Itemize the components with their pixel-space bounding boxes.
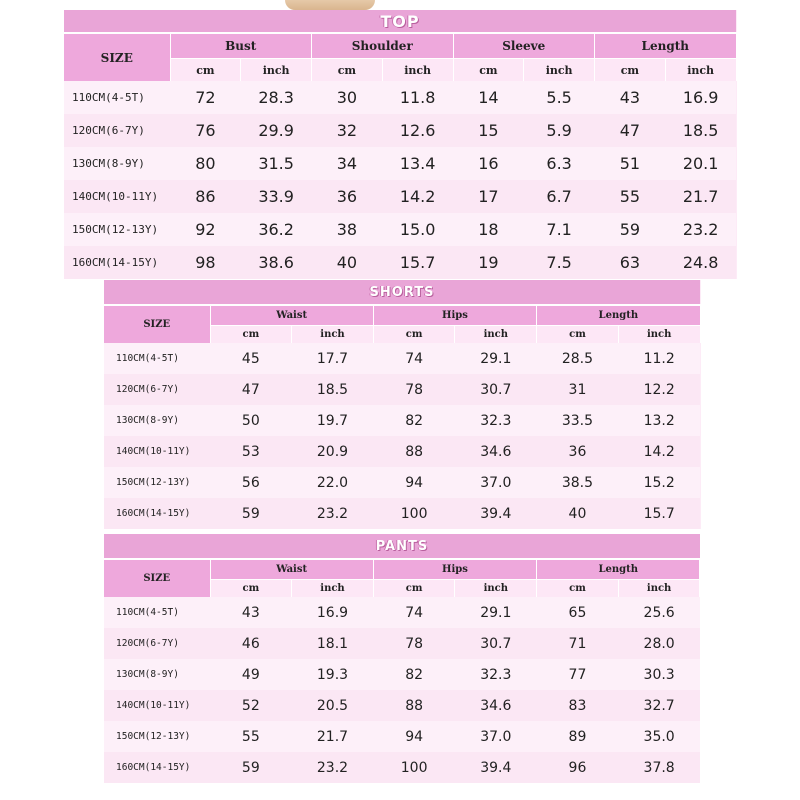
unit-header: inch: [455, 580, 537, 598]
measurement-cell: 59: [210, 752, 292, 783]
measurement-cell: 72: [170, 81, 241, 114]
table-row: [64, 180, 736, 213]
measurement-cell: 18.5: [665, 114, 736, 147]
unit-header: cm: [210, 326, 292, 344]
table-row: [104, 628, 700, 659]
size-cell: 130CM(8-9Y): [104, 405, 210, 436]
measurement-cell: 5.5: [524, 81, 595, 114]
hips-header: Hips: [373, 305, 536, 326]
unit-header: cm: [210, 580, 292, 598]
unit-header: inch: [524, 59, 595, 82]
unit-header: inch: [292, 326, 374, 344]
measurement-cell: 96: [537, 752, 619, 783]
measurement-cell: 82: [373, 659, 455, 690]
measurement-cell: 11.8: [382, 81, 453, 114]
measurement-cell: 38.5: [537, 467, 619, 498]
measurement-cell: 43: [210, 597, 292, 628]
measurement-cell: 13.4: [382, 147, 453, 180]
size-cell: 130CM(8-9Y): [64, 147, 170, 180]
measurement-cell: 18.5: [292, 374, 374, 405]
unit-header: cm: [373, 326, 455, 344]
measurement-cell: 14.2: [618, 436, 700, 467]
measurement-cell: 36: [537, 436, 619, 467]
size-header: SIZE: [104, 305, 210, 343]
measurement-cell: 38.6: [241, 246, 312, 279]
measurement-cell: 15: [453, 114, 524, 147]
measurement-cell: 50: [210, 405, 292, 436]
measurement-cell: 29.9: [241, 114, 312, 147]
table-row: [104, 721, 700, 752]
measurement-cell: 7.5: [524, 246, 595, 279]
measurement-cell: 31: [537, 374, 619, 405]
table-row: [64, 81, 736, 114]
size-cell: 140CM(10-11Y): [64, 180, 170, 213]
size-cell: 130CM(8-9Y): [104, 659, 210, 690]
measurement-cell: 37.0: [455, 721, 537, 752]
measurement-cell: 21.7: [665, 180, 736, 213]
measurement-cell: 65: [537, 597, 619, 628]
measurement-cell: 80: [170, 147, 241, 180]
unit-header: inch: [618, 580, 700, 598]
measurement-cell: 45: [210, 343, 292, 374]
measurement-cell: 21.7: [292, 721, 374, 752]
measurement-cell: 37.0: [455, 467, 537, 498]
measurement-cell: 22.0: [292, 467, 374, 498]
measurement-cell: 63: [595, 246, 666, 279]
size-cell: 120CM(6-7Y): [104, 628, 210, 659]
measurement-cell: 94: [373, 467, 455, 498]
length-header: Length: [595, 33, 737, 59]
measurement-cell: 78: [373, 374, 455, 405]
measurement-cell: 34.6: [455, 690, 537, 721]
table-row: [64, 147, 736, 180]
measurement-cell: 13.2: [618, 405, 700, 436]
measurement-cell: 46: [210, 628, 292, 659]
measurement-cell: 15.7: [618, 498, 700, 529]
measurement-cell: 16.9: [292, 597, 374, 628]
measurement-cell: 25.6: [618, 597, 700, 628]
hips-header: Hips: [373, 559, 536, 580]
measurement-cell: 5.9: [524, 114, 595, 147]
measurement-cell: 82: [373, 405, 455, 436]
measurement-cell: 18: [453, 213, 524, 246]
measurement-cell: 53: [210, 436, 292, 467]
sleeve-header: Sleeve: [453, 33, 595, 59]
table-row: [104, 752, 700, 783]
size-cell: 150CM(12-13Y): [104, 467, 210, 498]
measurement-cell: 43: [595, 81, 666, 114]
size-cell: 110CM(4-5T): [104, 343, 210, 374]
measurement-cell: 19.7: [292, 405, 374, 436]
table-row: [64, 213, 736, 246]
size-cell: 150CM(12-13Y): [64, 213, 170, 246]
waist-header: Waist: [210, 559, 373, 580]
measurement-cell: 59: [595, 213, 666, 246]
length-header: Length: [537, 559, 700, 580]
unit-header: cm: [373, 580, 455, 598]
measurement-cell: 98: [170, 246, 241, 279]
measurement-cell: 100: [373, 498, 455, 529]
measurement-cell: 28.3: [241, 81, 312, 114]
size-header: SIZE: [104, 559, 210, 597]
shorts-size-table: [104, 280, 701, 529]
measurement-cell: 15.2: [618, 467, 700, 498]
length-header: Length: [537, 305, 700, 326]
measurement-cell: 71: [537, 628, 619, 659]
shoulder-header: Shoulder: [312, 33, 454, 59]
measurement-cell: 23.2: [665, 213, 736, 246]
measurement-cell: 14: [453, 81, 524, 114]
measurement-cell: 56: [210, 467, 292, 498]
measurement-cell: 33.5: [537, 405, 619, 436]
measurement-cell: 20.5: [292, 690, 374, 721]
measurement-cell: 52: [210, 690, 292, 721]
size-cell: 110CM(4-5T): [104, 597, 210, 628]
measurement-cell: 20.1: [665, 147, 736, 180]
table-row: [104, 374, 700, 405]
table-row: [104, 436, 700, 467]
measurement-cell: 32.7: [618, 690, 700, 721]
measurement-cell: 39.4: [455, 498, 537, 529]
measurement-cell: 88: [373, 436, 455, 467]
measurement-cell: 86: [170, 180, 241, 213]
measurement-cell: 30.3: [618, 659, 700, 690]
table-row: [104, 405, 700, 436]
unit-header: inch: [241, 59, 312, 82]
unit-header: inch: [382, 59, 453, 82]
waist-header: Waist: [210, 305, 373, 326]
measurement-cell: 78: [373, 628, 455, 659]
measurement-cell: 29.1: [455, 597, 537, 628]
measurement-cell: 15.0: [382, 213, 453, 246]
measurement-cell: 6.7: [524, 180, 595, 213]
table-row: [104, 498, 700, 529]
size-cell: 160CM(14-15Y): [104, 498, 210, 529]
measurement-cell: 28.5: [537, 343, 619, 374]
measurement-cell: 17: [453, 180, 524, 213]
shorts-title: SHORTS: [104, 280, 700, 305]
measurement-cell: 35.0: [618, 721, 700, 752]
bust-header: Bust: [170, 33, 312, 59]
measurement-cell: 40: [312, 246, 383, 279]
measurement-cell: 31.5: [241, 147, 312, 180]
measurement-cell: 6.3: [524, 147, 595, 180]
size-cell: 150CM(12-13Y): [104, 721, 210, 752]
top-size-table: [64, 10, 737, 279]
measurement-cell: 32: [312, 114, 383, 147]
measurement-cell: 33.9: [241, 180, 312, 213]
measurement-cell: 74: [373, 343, 455, 374]
measurement-cell: 34: [312, 147, 383, 180]
table-row: [104, 597, 700, 628]
pants-size-table: [104, 534, 700, 783]
measurement-cell: 92: [170, 213, 241, 246]
measurement-cell: 76: [170, 114, 241, 147]
measurement-cell: 55: [595, 180, 666, 213]
unit-header: cm: [595, 59, 666, 82]
measurement-cell: 100: [373, 752, 455, 783]
measurement-cell: 20.9: [292, 436, 374, 467]
measurement-cell: 47: [210, 374, 292, 405]
measurement-cell: 36: [312, 180, 383, 213]
measurement-cell: 12.6: [382, 114, 453, 147]
unit-header: inch: [455, 326, 537, 344]
measurement-cell: 77: [537, 659, 619, 690]
table-row: [104, 343, 700, 374]
top-title: TOP: [64, 10, 736, 33]
table-row: [104, 690, 700, 721]
measurement-cell: 23.2: [292, 498, 374, 529]
measurement-cell: 30: [312, 81, 383, 114]
measurement-cell: 39.4: [455, 752, 537, 783]
measurement-cell: 32.3: [455, 659, 537, 690]
measurement-cell: 7.1: [524, 213, 595, 246]
measurement-cell: 30.7: [455, 628, 537, 659]
table-row: [64, 246, 736, 279]
size-cell: 120CM(6-7Y): [64, 114, 170, 147]
measurement-cell: 59: [210, 498, 292, 529]
size-cell: 140CM(10-11Y): [104, 436, 210, 467]
measurement-cell: 19: [453, 246, 524, 279]
unit-header: cm: [537, 326, 619, 344]
size-cell: 160CM(14-15Y): [64, 246, 170, 279]
measurement-cell: 14.2: [382, 180, 453, 213]
measurement-cell: 17.7: [292, 343, 374, 374]
unit-header: inch: [665, 59, 736, 82]
measurement-cell: 11.2: [618, 343, 700, 374]
measurement-cell: 94: [373, 721, 455, 752]
measurement-cell: 32.3: [455, 405, 537, 436]
measurement-cell: 16.9: [665, 81, 736, 114]
measurement-cell: 24.8: [665, 246, 736, 279]
measurement-cell: 47: [595, 114, 666, 147]
measurement-cell: 37.8: [618, 752, 700, 783]
size-cell: 120CM(6-7Y): [104, 374, 210, 405]
measurement-cell: 18.1: [292, 628, 374, 659]
unit-header: cm: [453, 59, 524, 82]
size-cell: 110CM(4-5T): [64, 81, 170, 114]
measurement-cell: 83: [537, 690, 619, 721]
unit-header: inch: [618, 326, 700, 344]
size-cell: 140CM(10-11Y): [104, 690, 210, 721]
measurement-cell: 74: [373, 597, 455, 628]
size-header: SIZE: [64, 33, 170, 81]
measurement-cell: 12.2: [618, 374, 700, 405]
table-row: [104, 467, 700, 498]
measurement-cell: 38: [312, 213, 383, 246]
measurement-cell: 34.6: [455, 436, 537, 467]
table-row: [64, 114, 736, 147]
unit-header: cm: [312, 59, 383, 82]
unit-header: cm: [537, 580, 619, 598]
measurement-cell: 40: [537, 498, 619, 529]
measurement-cell: 89: [537, 721, 619, 752]
measurement-cell: 51: [595, 147, 666, 180]
measurement-cell: 55: [210, 721, 292, 752]
model-photo-edge: [285, 0, 375, 10]
table-row: [104, 659, 700, 690]
unit-header: inch: [292, 580, 374, 598]
measurement-cell: 16: [453, 147, 524, 180]
measurement-cell: 15.7: [382, 246, 453, 279]
measurement-cell: 23.2: [292, 752, 374, 783]
measurement-cell: 36.2: [241, 213, 312, 246]
measurement-cell: 29.1: [455, 343, 537, 374]
measurement-cell: 49: [210, 659, 292, 690]
pants-title: PANTS: [104, 534, 700, 559]
measurement-cell: 19.3: [292, 659, 374, 690]
measurement-cell: 30.7: [455, 374, 537, 405]
measurement-cell: 28.0: [618, 628, 700, 659]
size-cell: 160CM(14-15Y): [104, 752, 210, 783]
unit-header: cm: [170, 59, 241, 82]
measurement-cell: 88: [373, 690, 455, 721]
